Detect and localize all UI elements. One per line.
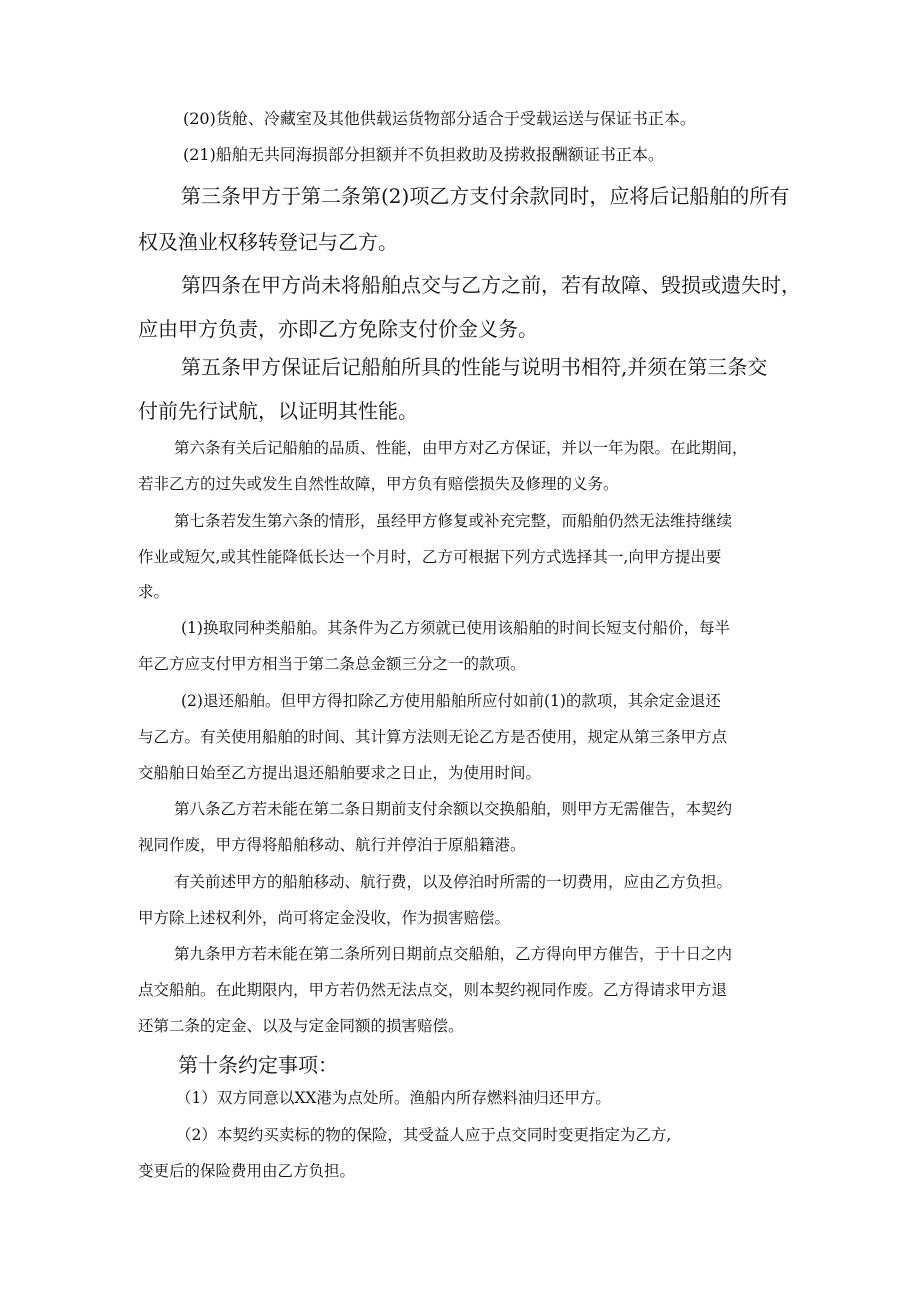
article-9-line-3: 还第二条的定金、以及与定金同额的损害赔偿。 xyxy=(138,1017,464,1035)
article-6-line-1: 第六条有关后记船舶的品质、性能，由甲方对乙方保证，并以一年为限。在此期间， xyxy=(174,439,748,457)
item-21: (21)船舶无共同海损部分担额并不负担救助及捞救报酬额证书正本。 xyxy=(183,145,664,164)
article-4-line-1: 第四条在甲方尚未将船舶点交与乙方之前，若有故障、毁损或遗失时， xyxy=(181,273,801,297)
article-9-line-1: 第九条甲方若未能在第二条所列日期前点交船舶，乙方得向甲方催告，于十日之内 xyxy=(174,945,733,963)
article-4-line-2: 应由甲方负责，亦即乙方免除支付价金义务。 xyxy=(138,317,538,341)
article-3-line-1: 第三条甲方于第二条第(2)项乙方支付余款同时，应将后记船舶的所有 xyxy=(181,184,790,208)
item-20: (20)货舱、冷藏室及其他供载运货物部分适合于受载运送与保证书正本。 xyxy=(183,109,696,128)
article-8-para-2-line-1: 有关前述甲方的船舶移动、航行费，以及停泊时所需的一切费用，应由乙方负担。 xyxy=(174,873,733,891)
article-5-line-2: 付前先行试航，以证明其性能。 xyxy=(138,399,418,423)
article-10-item-2-line-2: 变更后的保险费用由乙方负担。 xyxy=(138,1162,356,1180)
option-2-line-1: (2)退还船舶。但甲方得扣除乙方使用船舶所应付如前(1)的款项，其余定金退还 xyxy=(181,692,721,710)
option-2-line-2: 与乙方。有关使用船舶的时间、其计算方法则无论乙方是否使用，规定从第三条甲方点 xyxy=(138,728,728,746)
article-10-item-2-line-1: （2）本契约买卖标的物的保险，其受益人应于点交同时变更指定为乙方, xyxy=(176,1126,672,1144)
article-10-title: 第十条约定事项： xyxy=(178,1053,338,1077)
option-2-line-3: 交船舶日始至乙方提出退还船舶要求之日止，为使用时间。 xyxy=(138,764,542,782)
article-9-line-2: 点交船舶。在此期限内，甲方若仍然无法点交，则本契约视同作废。乙方得请求甲方退 xyxy=(138,981,728,999)
article-8-line-2: 视同作废，甲方得将船舶移动、航行并停泊于原船籍港。 xyxy=(138,836,526,854)
article-7-line-3: 求。 xyxy=(138,583,170,601)
option-1-line-2: 年乙方应支付甲方相当于第二条总金额三分之一的款项。 xyxy=(138,655,526,673)
article-10-item-1: （1）双方同意以XX港为点处所。渔船内所存燃料油归还甲方。 xyxy=(176,1089,611,1107)
article-7-line-1: 第七条若发生第六条的情形，虽经甲方修复或补充完整，而船舶仍然无法维持继续 xyxy=(174,512,733,530)
article-5-line-1: 第五条甲方保证后记船舶所具的性能与说明书相符,并须在第三条交 xyxy=(181,355,768,379)
article-8-para-2-line-2: 甲方除上述权利外，尚可将定金没收，作为损害赔偿。 xyxy=(138,909,511,927)
article-7-line-2: 作业或短欠,或其性能降低长达一个月时，乙方可根据下列方式选择其一,向甲方提出要 xyxy=(138,548,722,566)
article-6-line-2: 若非乙方的过失或发生自然性故障，甲方负有赔偿损失及修理的义务。 xyxy=(138,475,619,493)
article-3-line-2: 权及渔业权移转登记与乙方。 xyxy=(138,230,398,254)
article-8-line-1: 第八条乙方若未能在第二条日期前支付余额以交换船舶，则甲方无需催告，本契约 xyxy=(174,800,733,818)
option-1-line-1: (1)换取同种类船舶。其条件为乙方须就已使用该船舶的时间长短支付船价，每半 xyxy=(181,619,730,637)
